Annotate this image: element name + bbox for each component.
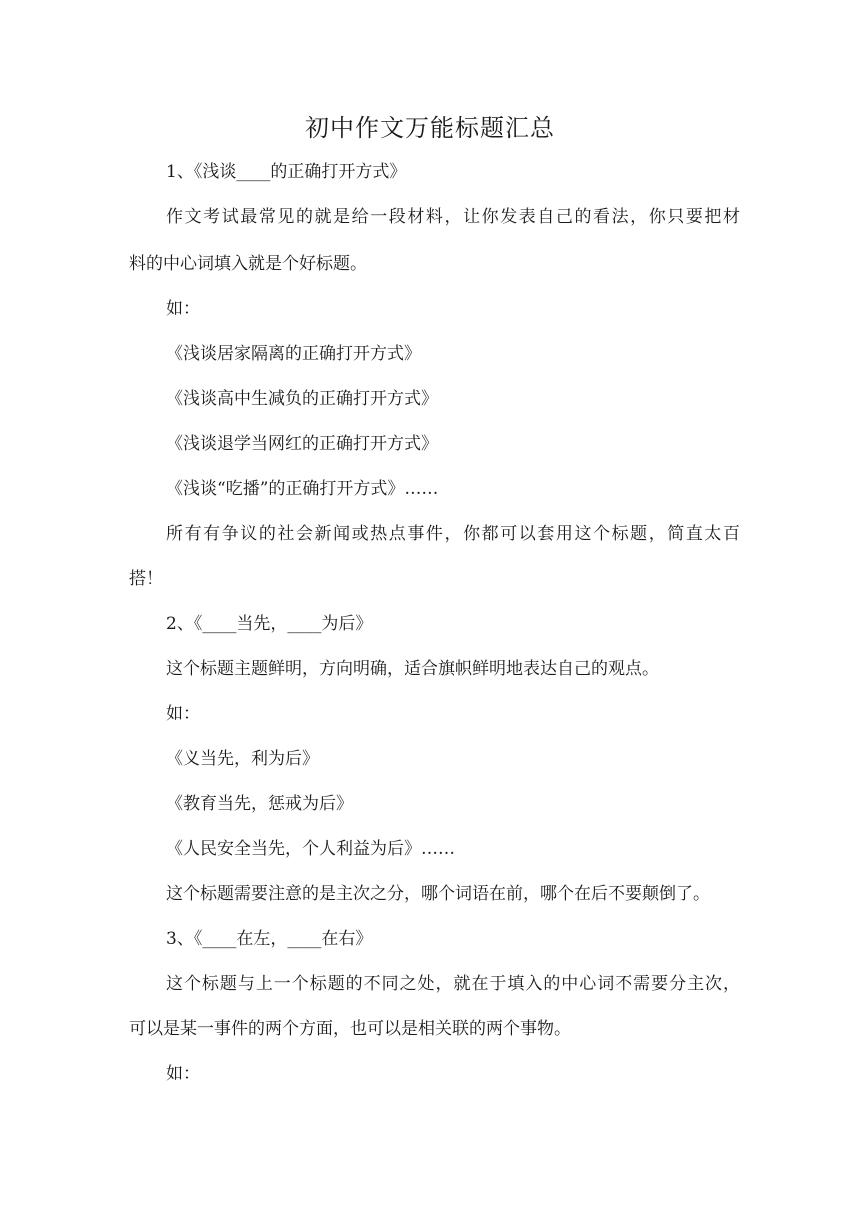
example-item: 《义当先，利为后》 bbox=[166, 749, 319, 769]
paragraph-line: 这个标题需要注意的是主次之分，哪个词语在前，哪个在后不要颠倒了。 bbox=[166, 884, 710, 904]
example-label: 如： bbox=[166, 1064, 200, 1084]
section-heading-3: 3、《____在左，____在右》 bbox=[166, 929, 373, 949]
section-heading-1: 1、《浅谈____的正确打开方式》 bbox=[166, 162, 407, 182]
example-item: 《浅谈“吃播”的正确打开方式》…… bbox=[166, 479, 439, 499]
paragraph-line: 这个标题与上一个标题的不同之处，就在于填入的中心词不需要分主次， bbox=[166, 974, 740, 994]
example-item: 《浅谈退学当网红的正确打开方式》 bbox=[166, 434, 438, 454]
example-item: 《人民安全当先，个人利益为后》…… bbox=[166, 839, 455, 859]
section-heading-2: 2、《____当先，____为后》 bbox=[166, 614, 373, 634]
example-label: 如： bbox=[166, 704, 200, 724]
paragraph-line: 料的中心词填入就是个好标题。 bbox=[129, 254, 367, 274]
paragraph-line: 所有有争议的社会新闻或热点事件，你都可以套用这个标题，简直太百 bbox=[166, 524, 740, 544]
paragraph-line: 搭！ bbox=[129, 569, 163, 589]
paragraph-line: 可以是某一事件的两个方面，也可以是相关联的两个事物。 bbox=[129, 1019, 571, 1039]
paragraph-line: 作文考试最常见的就是给一段材料，让你发表自己的看法，你只要把材 bbox=[166, 207, 740, 227]
example-item: 《教育当先，惩戒为后》 bbox=[166, 794, 353, 814]
page-title: 初中作文万能标题汇总 bbox=[305, 114, 555, 142]
paragraph-line: 这个标题主题鲜明，方向明确，适合旗帜鲜明地表达自己的观点。 bbox=[166, 659, 659, 679]
example-item: 《浅谈高中生减负的正确打开方式》 bbox=[166, 389, 438, 409]
example-label: 如： bbox=[166, 299, 200, 319]
example-item: 《浅谈居家隔离的正确打开方式》 bbox=[166, 344, 421, 364]
